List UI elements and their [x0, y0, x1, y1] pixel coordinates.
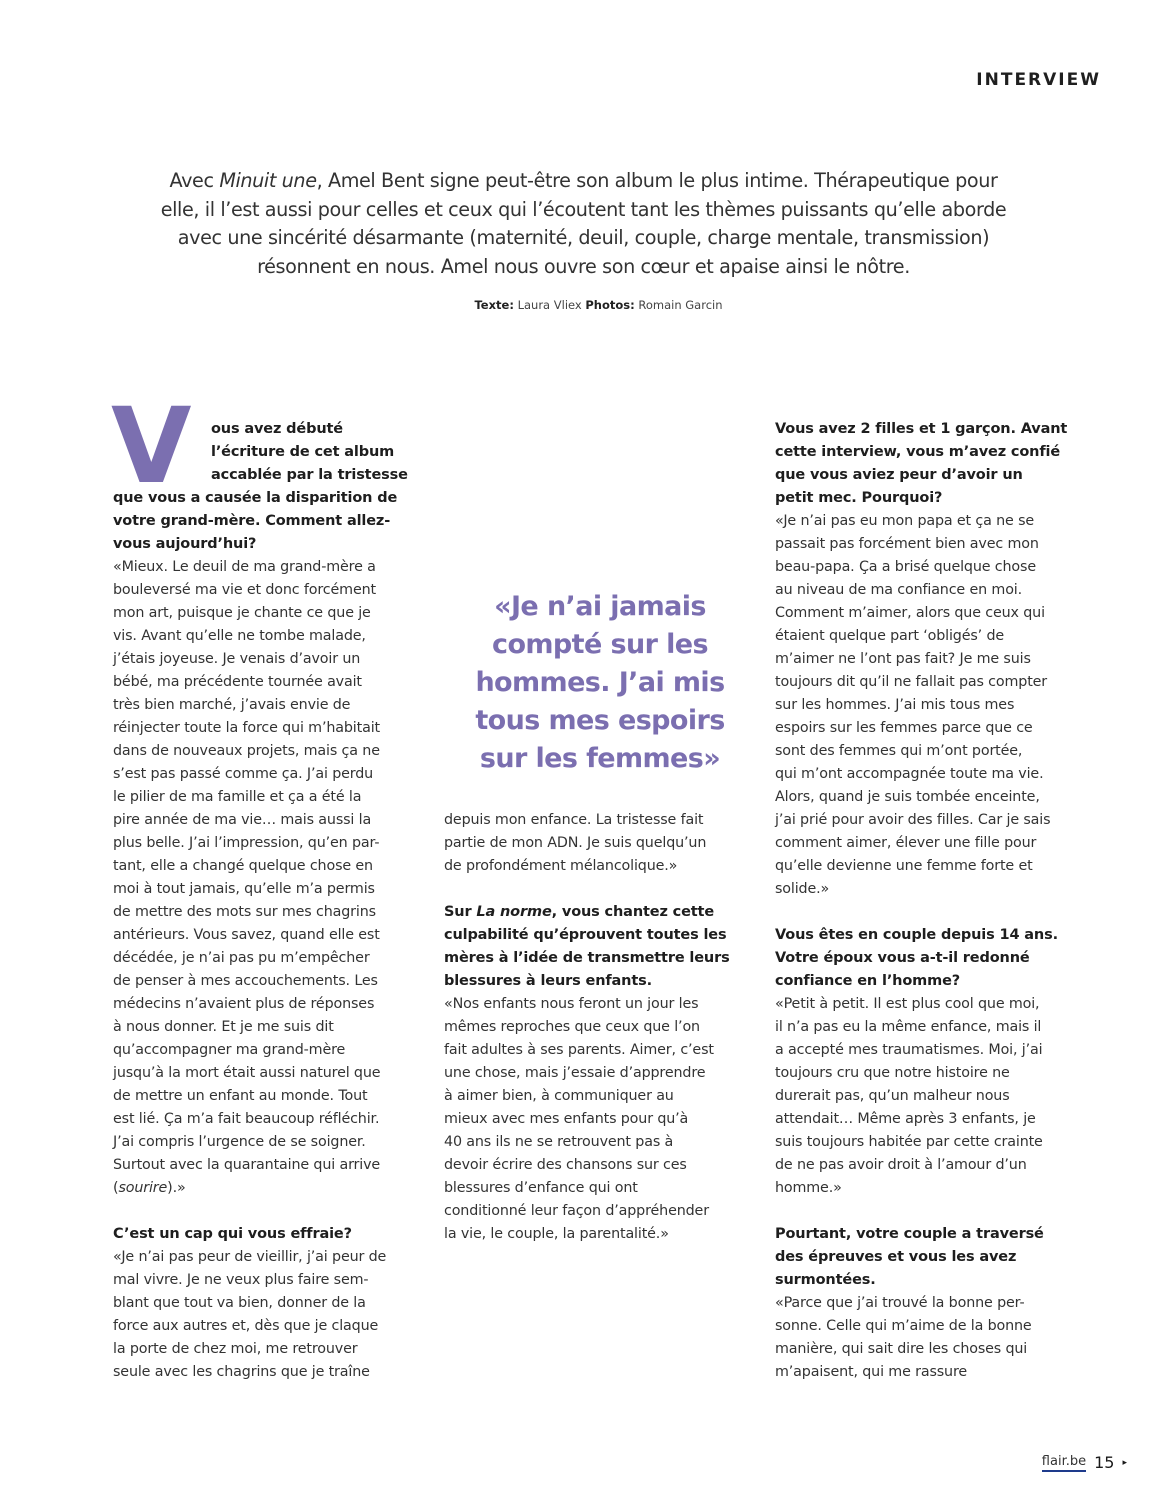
credits	[0, 298, 1167, 312]
answer-2-continued: depuis mon enfance. La tristesse fait partie de mon ADN. Je suis quelqu’un de profondément mélancolique.»	[444, 812, 707, 874]
answer-3: «Nos enfants nous feront un jour les mêmes reproches que ceux que l’on fait adultes à ses parents. Aimer, c’est une chose, mais j’essaie d’apprendre à aimer bien, à communiquer au mieux avec mes enfants pour qu’à 40 ans ils ne se retrouvent pas à devoir écrire des chansons sur ces blessures d’enfance qui ont conditionné leur façon d’appréhender la vie, le couple, la parentalité.»	[444, 996, 714, 1242]
question-2: C’est un cap qui vous effraie?	[113, 1226, 352, 1242]
next-page-arrow-icon[interactable]: ▸	[1122, 1457, 1127, 1468]
answer-6: «Parce que j’ai trouvé la bonne per- sonne. Celle qui m’aime de la bonne manière, qui sait dire les choses qui m’apaisent, qui me rassure	[775, 1295, 1032, 1380]
intro-paragraph	[110, 167, 1057, 281]
answer-4: «Je n’ai pas eu mon papa et ça ne se passait pas forcément bien avec mon beau-papa. Ça a brisé quelque chose au niveau de ma confiance en moi. Comment m’aimer, alors que ceux qui étaient quelque part ‘obligés’ de m’aimer ne l’ont pas fait? Je me suis toujours dit qu’il ne fallait pas compter sur les hommes. J’ai mis tous mes espoirs sur les femmes parce que ce sont des femmes qui m’ont portée, qui m’ont accompagnée toute ma vie. Alors, quand je suis tombée enceinte, j’ai prié pour avoir des filles. Car je sais comment aimer, élever une fille pour qu’elle devienne une femme forte et solide.»	[775, 513, 1051, 897]
text-label: Texte:	[474, 298, 514, 312]
page-number: 15	[1094, 1453, 1115, 1472]
section-label: INTERVIEW	[976, 70, 1101, 90]
intro-line-1: Avec Minuit une, Amel Bent signe peut-être son album le plus intime. Thérapeutique pour	[169, 169, 998, 192]
column-3	[775, 418, 1087, 1384]
intro-line-3: avec une sincérité désarmante (maternité, deuil, couple, charge mentale, transmission)	[177, 226, 990, 249]
pull-quote: «Je n’ai jamais compté sur les hommes. J’ai mis tous mes espoirs sur les femmes»	[475, 591, 725, 774]
author: Laura Vliex	[513, 298, 586, 312]
intro-line-4: résonnent en nous. Amel nous ouvre son cœur et apaise ainsi le nôtre.	[257, 254, 910, 278]
question-4: Vous avez 2 filles et 1 garçon. Avant cette interview, vous m’avez confié que vous aviez peur d’avoir un petit mec. Pourquoi?	[775, 421, 1068, 506]
answer-1: «Mieux. Le deuil de ma grand-mère a bouleversé ma vie et donc forcément mon art, puisque je chante ce que je vis. Avant qu’elle ne tombe malade, j’étais joyeuse. Je venais d’avoir un bébé, ma précédente tournée avait très bien marché, j’avais envie de réinjecter toute la force qui m’habitait dans de nouveaux projets, mais ça ne s’est pas passé comme ça. J’ai perdu le pilier de ma famille et ça a été la pire année de ma vie… mais aussi la plus belle. J’ai l’impression, qu’en par- tant, elle a changé quelque chose en moi à tout jamais, qu’elle m’a permis de mettre des mots sur mes chagrins antérieurs. Vous savez, quand elle est décédée, je n’ai pas pu m’empêcher de penser à mes accouchements. Les médecins n’avaient plus de réponses à nous donner. Et je me suis dit qu’accompagner ma grand-mère jusqu’à la mort était aussi naturel que de mettre un enfant au monde. Tout est lié. Ça m’a fait beaucoup réfléchir. J’ai compris l’urgence de se soigner. Surtout avec la quarantaine qui arrive (sourire).»	[113, 559, 381, 1196]
site-link[interactable]: flair.be	[1042, 1454, 1086, 1472]
intro-line-2: elle, il l’est aussi pour celles et ceux qui l’écoutent tant les thèmes puissants qu’elle aborde	[160, 197, 1007, 221]
album-title: Minuit une	[219, 169, 317, 192]
column-2	[444, 809, 756, 1246]
photographer: Romain Garcin	[634, 298, 723, 312]
question-1: V ous avez débuté l’écriture de cet album accablée par la tristesse que vous a causée la disparition de votre grand-mère. Comment allez- vous aujourd’hui?	[111, 385, 408, 552]
question-5: Vous êtes en couple depuis 14 ans. Votre époux vous a-t-il redonné confiance en l’homme?	[775, 927, 1058, 989]
drop-cap: V	[111, 385, 192, 507]
photos-label: Photos:	[585, 298, 635, 312]
answer-5: «Petit à petit. Il est plus cool que moi, il n’a pas eu la même enfance, mais il a accepté mes traumatismes. Moi, j’ai toujours cru que notre histoire ne durerait pas, qu’un malheur nous attendait… Même après 3 enfants, je suis toujours habitée par cette crainte de ne pas avoir droit à l’amour d’un homme.»	[775, 996, 1043, 1196]
column-1	[111, 385, 423, 1384]
question-6: Pourtant, votre couple a traversé des épreuves et vous les avez surmontées.	[775, 1226, 1044, 1288]
page-footer	[1042, 1453, 1127, 1472]
answer-2: «Je n’ai pas peur de vieillir, j’ai peur de mal vivre. Je ne veux plus faire sem- blant que tout va bien, donner de la force aux autres et, dès que je claque la porte de chez moi, me retrouver seule avec les chagrins que je traîne	[113, 1249, 387, 1380]
question-3: Sur La norme, vous chantez cette culpabilité qu’éprouvent toutes les mères à l’idée de transmettre leurs blessures à leurs enfants.	[444, 904, 730, 989]
